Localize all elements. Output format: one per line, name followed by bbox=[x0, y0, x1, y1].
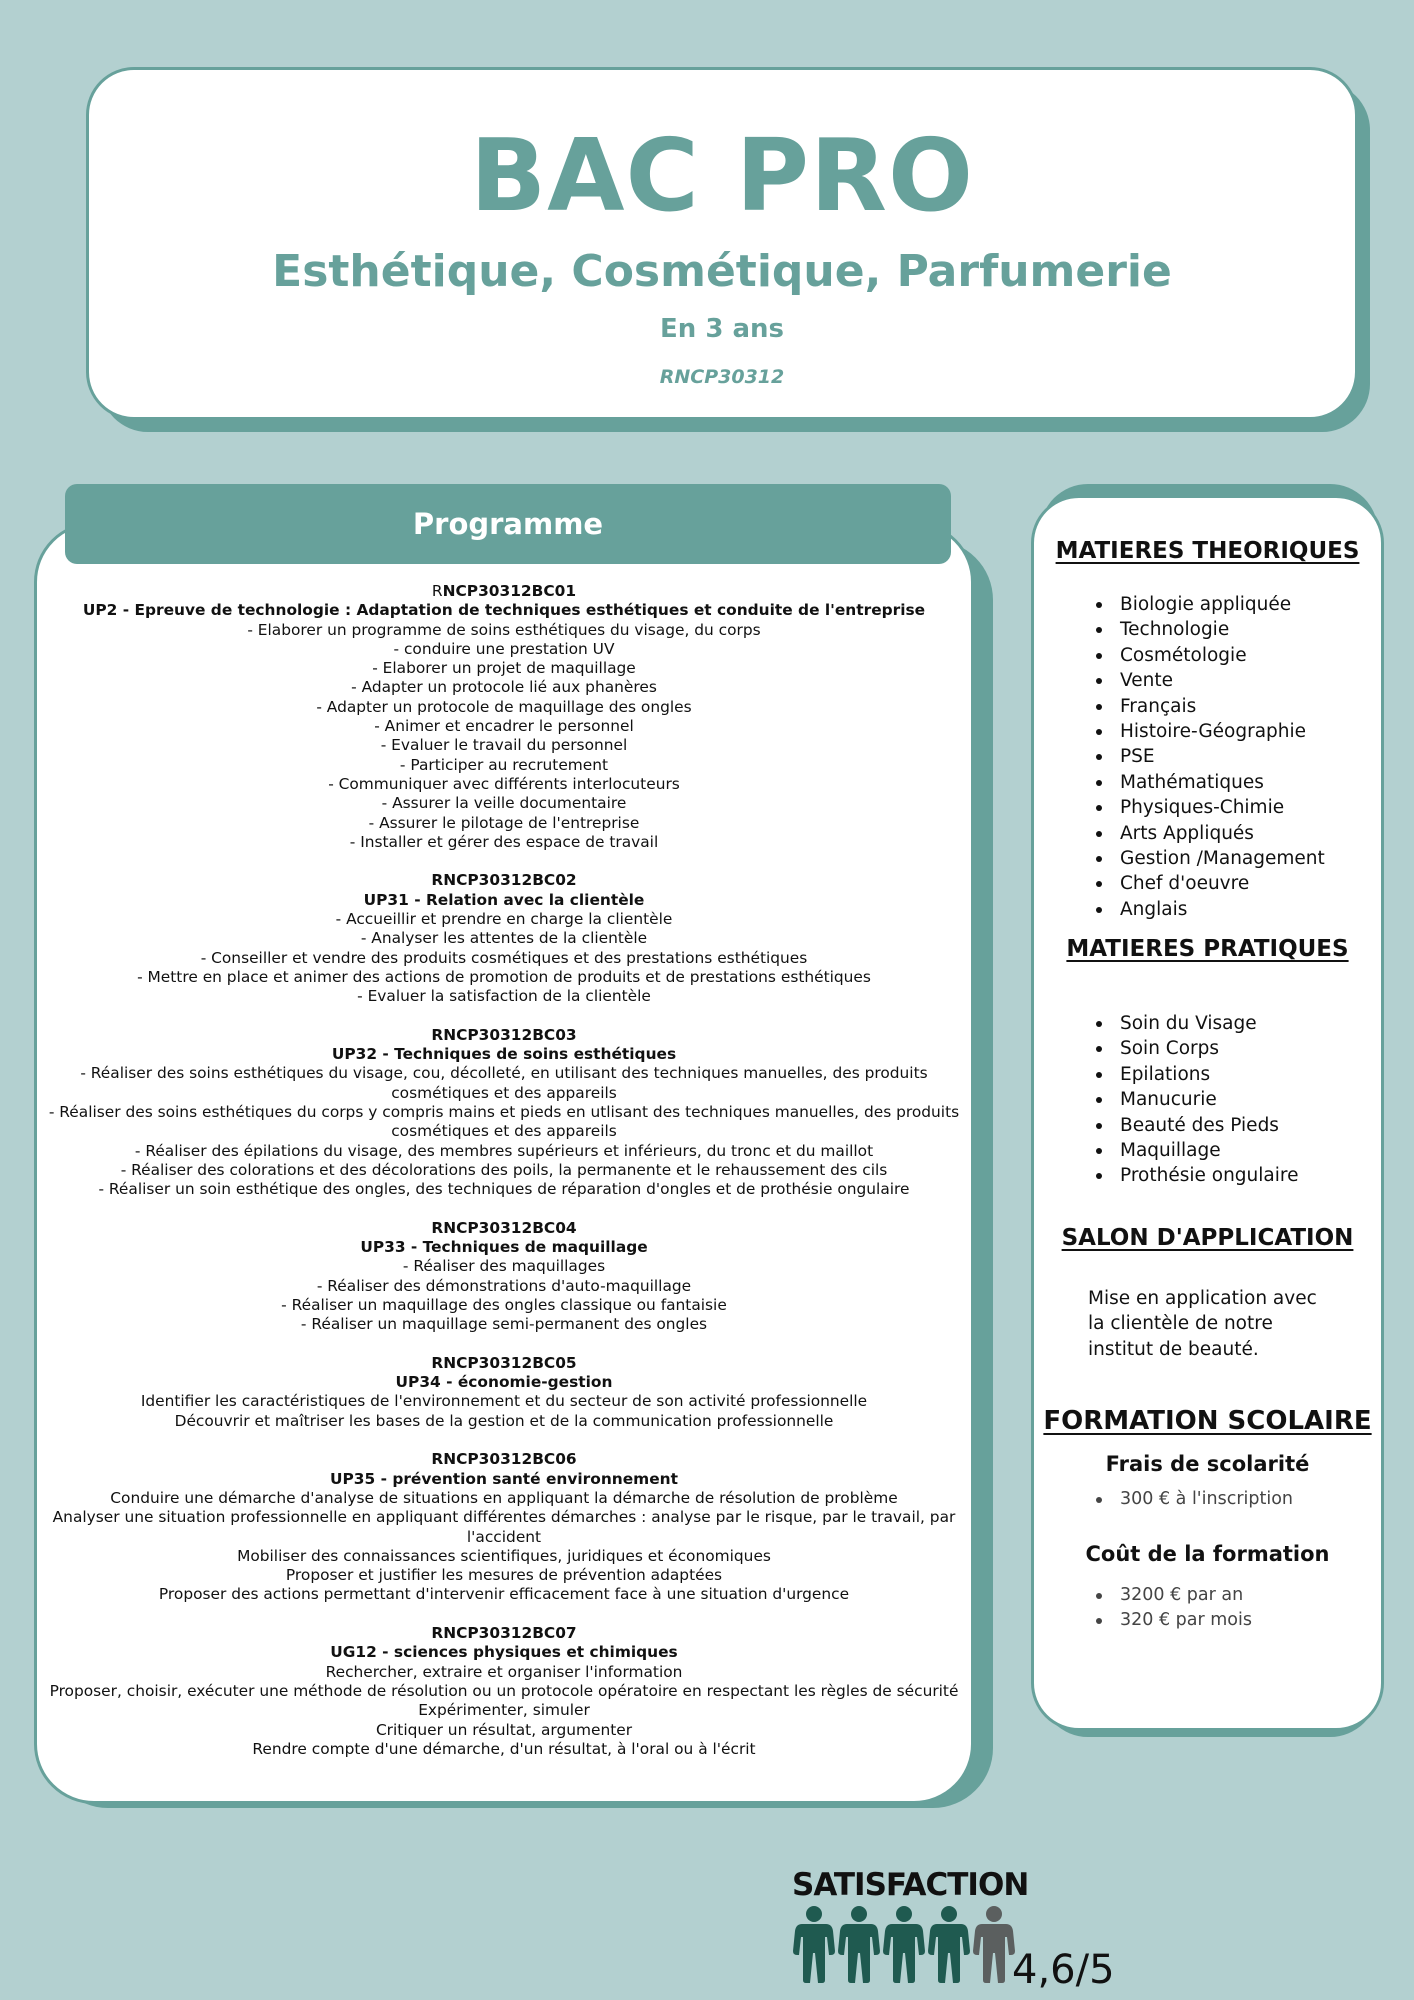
block-line: Rechercher, extraire et organiser l'information bbox=[325, 1662, 683, 1681]
list-item: Beauté des Pieds bbox=[1092, 1113, 1298, 1138]
block-line: - Réaliser des soins esthétiques du visage, cou, décolleté, en utilisant des techniques manuelles, des produits cosmétiques et des appareils bbox=[80, 1064, 928, 1102]
salon-text: Mise en application avec la clientèle de notre institut de beauté. bbox=[1088, 1288, 1317, 1360]
list-item: 320 € par mois bbox=[1092, 1608, 1252, 1633]
block-code: RNCP30312BC06 bbox=[431, 1450, 577, 1469]
programme-heading: Programme bbox=[65, 484, 951, 564]
header-card bbox=[86, 67, 1358, 420]
list-item: Manucurie bbox=[1092, 1087, 1298, 1112]
programme-content bbox=[34, 582, 974, 1778]
block-title: UP35 - prévention santé environnement bbox=[330, 1469, 678, 1488]
block-line: Rendre compte d'une démarche, d'un résultat, à l'oral ou à l'écrit bbox=[252, 1739, 756, 1758]
block-lines bbox=[38, 910, 970, 1006]
block-line: - Réaliser des soins esthétiques du corps y compris mains et pieds en utlisant des techniques manuelles, des produits cosmétiques et des appareils bbox=[48, 1103, 960, 1141]
theory-heading: MATIERES THEORIQUES bbox=[1055, 538, 1360, 564]
list-item: Anglais bbox=[1092, 897, 1325, 922]
block-line: - Elaborer un programme de soins esthétiques du visage, du corps bbox=[247, 620, 761, 639]
block-line: - Réaliser un soin esthétique des ongles, des techniques de réparation d'ongles et de prothésie ongulaire bbox=[98, 1180, 910, 1199]
list-item: Chef d'oeuvre bbox=[1092, 871, 1325, 896]
block-code: RNCP30312BC05 bbox=[431, 1353, 577, 1372]
block-line: - Elaborer un projet de maquillage bbox=[372, 659, 636, 678]
block-lines bbox=[38, 1663, 970, 1759]
person-filled-icon bbox=[882, 1905, 926, 1983]
block-line: - conduire une prestation UV bbox=[393, 639, 615, 658]
block-title: UP34 - économie-gestion bbox=[395, 1373, 613, 1392]
fees-list bbox=[1092, 1487, 1293, 1512]
practice-heading: MATIERES PRATIQUES bbox=[1066, 936, 1349, 962]
block-line: - Communiquer avec différents interlocuteurs bbox=[328, 774, 680, 793]
block-line: - Réaliser des maquillages bbox=[402, 1257, 606, 1276]
satisfaction-score: 4,6/5 bbox=[1012, 1947, 1115, 1993]
programme-block bbox=[34, 1354, 974, 1431]
person-filled-icon bbox=[792, 1905, 836, 1983]
block-line: Découvrir et maîtriser les bases de la gestion et de la communication professionnelle bbox=[174, 1411, 834, 1430]
block-line: - Installer et gérer des espace de travail bbox=[349, 832, 659, 851]
block-lines bbox=[38, 1489, 970, 1605]
list-item: Arts Appliqués bbox=[1092, 821, 1325, 846]
list-item: Gestion /Management bbox=[1092, 846, 1325, 871]
page-subtitle: Esthétique, Cosmétique, Parfumerie bbox=[272, 246, 1172, 297]
practice-list bbox=[1092, 1011, 1298, 1189]
block-code-rest: NCP30312BC01 bbox=[442, 582, 577, 600]
cost-heading: Coût de la formation bbox=[1085, 1542, 1330, 1566]
programme-block bbox=[34, 582, 974, 852]
fees-heading: Frais de scolarité bbox=[1105, 1452, 1310, 1476]
block-line: Conduire une démarche d'analyse de situations en appliquant la démarche de résolution de problème bbox=[110, 1488, 898, 1507]
list-item: 300 € à l'inscription bbox=[1092, 1487, 1293, 1512]
block-line: - Mettre en place et animer des actions de promotion de produits et de prestations esthétiques bbox=[137, 967, 871, 986]
block-title: UP31 - Relation avec la clientèle bbox=[363, 890, 645, 909]
block-code: RNCP30312BC02 bbox=[431, 871, 577, 890]
block-lines bbox=[38, 1392, 970, 1431]
block-line: - Evaluer la satisfaction de la clientèle bbox=[357, 987, 651, 1006]
block-line: - Réaliser des démonstrations d'auto-maquillage bbox=[316, 1276, 692, 1295]
block-line: - Analyser les attentes de la clientèle bbox=[360, 929, 648, 948]
block-line: - Adapter un protocole de maquillage des ongles bbox=[316, 697, 692, 716]
list-item: Français bbox=[1092, 694, 1325, 719]
block-line: - Evaluer le travail du personnel bbox=[380, 736, 628, 755]
block-code: RNCP30312BC03 bbox=[431, 1025, 577, 1044]
programme-block bbox=[34, 871, 974, 1006]
satisfaction-rating-people bbox=[792, 1905, 1016, 1983]
list-item: Cosmétologie bbox=[1092, 643, 1325, 668]
block-title: UG12 - sciences physiques et chimiques bbox=[330, 1643, 678, 1662]
programme-block bbox=[34, 1026, 974, 1200]
block-line: Proposer des actions permettant d'intervenir efficacement face à une situation d'urgence bbox=[158, 1585, 850, 1604]
duration-label: En 3 ans bbox=[660, 314, 784, 344]
block-code-first-letter: R bbox=[431, 582, 443, 600]
list-item: PSE bbox=[1092, 744, 1325, 769]
satisfaction-label: SATISFACTION bbox=[792, 1867, 1029, 1903]
block-lines bbox=[38, 1257, 970, 1334]
block-code: RNCP30312BC07 bbox=[431, 1624, 577, 1643]
block-line: - Assurer le pilotage de l'entreprise bbox=[368, 813, 640, 832]
list-item: Physiques-Chimie bbox=[1092, 795, 1325, 820]
person-filled-icon bbox=[927, 1905, 971, 1983]
block-title: UP33 - Techniques de maquillage bbox=[360, 1238, 648, 1257]
block-line: - Réaliser des colorations et des décolorations des poils, la permanente et le rehaussement des cils bbox=[120, 1160, 888, 1179]
block-line: - Conseiller et vendre des produits cosmétiques et des prestations esthétiques bbox=[200, 948, 808, 967]
block-lines bbox=[38, 1064, 970, 1199]
programme-block bbox=[34, 1450, 974, 1604]
block-line: Proposer, choisir, exécuter une méthode de résolution ou un protocole opératoire en respectant les règles de sécurité bbox=[49, 1681, 959, 1700]
salon-heading: SALON D'APPLICATION bbox=[1061, 1225, 1354, 1251]
person-empty-icon bbox=[972, 1905, 1016, 1983]
block-title: UP32 - Techniques de soins esthétiques bbox=[331, 1045, 677, 1064]
block-line: Critiquer un résultat, argumenter bbox=[375, 1720, 633, 1739]
block-line: Expérimenter, simuler bbox=[418, 1701, 590, 1720]
block-code bbox=[38, 582, 970, 601]
list-item: Histoire-Géographie bbox=[1092, 719, 1325, 744]
list-item: Vente bbox=[1092, 668, 1325, 693]
list-item: Soin Corps bbox=[1092, 1036, 1298, 1061]
block-title: UP2 - Epreuve de technologie : Adaptation de techniques esthétiques et conduite de l'entreprise bbox=[82, 601, 926, 620]
block-line: - Accueillir et prendre en charge la clientèle bbox=[335, 910, 673, 929]
block-line: - Participer au recrutement bbox=[399, 755, 609, 774]
list-item: Maquillage bbox=[1092, 1138, 1298, 1163]
list-item: Soin du Visage bbox=[1092, 1011, 1298, 1036]
list-item: 3200 € par an bbox=[1092, 1583, 1252, 1608]
rncp-code: RNCP30312 bbox=[659, 366, 785, 388]
programme-block bbox=[34, 1219, 974, 1335]
formation-heading: FORMATION SCOLAIRE bbox=[1043, 1406, 1372, 1436]
block-line: Identifier les caractéristiques de l'environnement et du secteur de son activité professionnelle bbox=[140, 1392, 868, 1411]
block-line: - Adapter un protocole lié aux phanères bbox=[351, 678, 657, 697]
list-item: Epilations bbox=[1092, 1062, 1298, 1087]
block-line: Proposer et justifier les mesures de prévention adaptées bbox=[285, 1566, 723, 1585]
block-line: - Assurer la veille documentaire bbox=[381, 794, 627, 813]
person-filled-icon bbox=[837, 1905, 881, 1983]
programme-block bbox=[34, 1624, 974, 1759]
block-line: Mobiliser des connaissances scientifiques, juridiques et économiques bbox=[237, 1546, 771, 1565]
block-line: - Réaliser un maquillage des ongles classique ou fantaisie bbox=[281, 1295, 727, 1314]
list-item: Prothésie ongulaire bbox=[1092, 1163, 1298, 1188]
block-line: Analyser une situation professionnelle en appliquant différentes démarches : analyse par le risque, par le travail, par l'accident bbox=[52, 1508, 956, 1546]
block-line: - Animer et encadrer le personnel bbox=[374, 717, 634, 736]
block-lines bbox=[38, 621, 970, 853]
block-code: RNCP30312BC04 bbox=[431, 1218, 577, 1237]
list-item: Mathématiques bbox=[1092, 770, 1325, 795]
theory-list bbox=[1092, 592, 1325, 922]
list-item: Technologie bbox=[1092, 617, 1325, 642]
block-line: - Réaliser un maquillage semi-permanent des ongles bbox=[300, 1315, 708, 1334]
block-line: - Réaliser des épilations du visage, des membres supérieurs et inférieurs, du tronc et du maillot bbox=[134, 1141, 874, 1160]
page-title: BAC PRO bbox=[469, 117, 975, 234]
list-item: Biologie appliquée bbox=[1092, 592, 1325, 617]
cost-list bbox=[1092, 1583, 1252, 1634]
